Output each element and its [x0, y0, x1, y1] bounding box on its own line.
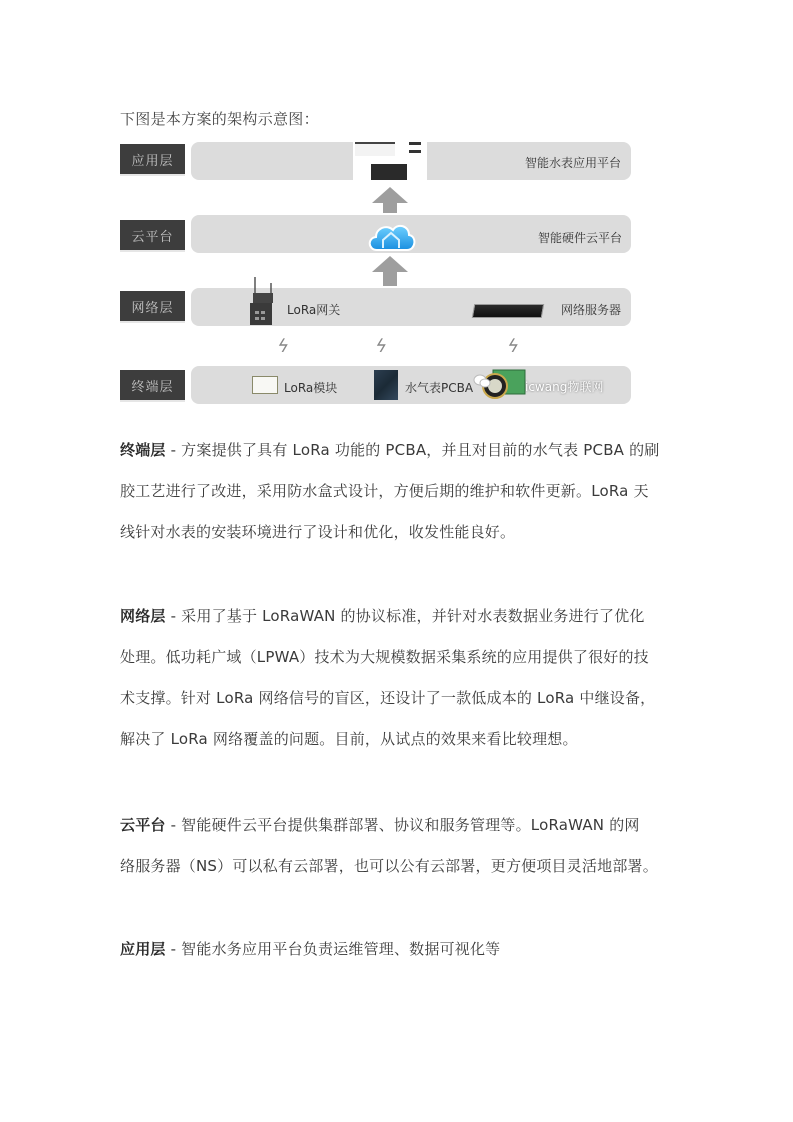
- app-platform-label: 智能水表应用平台: [525, 156, 622, 170]
- section-title: 终端层: [120, 441, 166, 459]
- intro-text: 下图是本方案的架构示意图：: [120, 110, 319, 128]
- section-title: 云平台: [120, 816, 166, 834]
- cloud-icon: [365, 218, 417, 254]
- pcba-icon: [374, 370, 398, 400]
- layer-label-application: 应用层: [120, 144, 185, 176]
- section-title: 应用层: [120, 940, 166, 958]
- text-line: 解决了 LoRa 网络覆盖的问题。目前，从试点的效果来看比较理想。: [120, 730, 578, 748]
- separator: -: [165, 940, 182, 958]
- lightning-icon: ϟ: [274, 336, 292, 357]
- text-line: 络服务器（NS）可以私有云部署，也可以公有云部署，更方便项目灵活地部署。: [120, 857, 658, 875]
- separator: -: [165, 441, 182, 459]
- text-line: 线针对水表的安装环境进行了设计和优化，收发性能良好。: [120, 523, 516, 541]
- lightning-icon: ϟ: [372, 336, 390, 357]
- architecture-diagram: [117, 140, 637, 408]
- wechat-icon: [473, 374, 491, 388]
- text-line: 术支撑。针对 LoRa 网络信号的盲区，还设计了一款低成本的 LoRa 中继设备，: [120, 689, 656, 707]
- section-cloud: [120, 805, 680, 887]
- section-network: [120, 596, 680, 760]
- network-server-label: 网络服务器: [561, 303, 622, 317]
- separator: -: [165, 816, 182, 834]
- pcba-label: 水气表PCBA: [405, 381, 474, 395]
- text-line: 智能硬件云平台提供集群部署、协议和服务管理等。LoRaWAN 的网: [181, 816, 640, 834]
- text-line: 处理。低功耗广域（LPWA）技术为大规模数据采集系统的应用提供了很好的技: [120, 648, 649, 666]
- lora-module-icon: [252, 376, 278, 394]
- lora-module-label: LoRa模块: [284, 381, 338, 395]
- server-icon: [472, 304, 544, 318]
- text-line: 采用了基于 LoRaWAN 的协议标准，并针对水表数据业务进行了优化: [181, 607, 645, 625]
- layer-label-terminal: 终端层: [120, 370, 185, 402]
- app-screen-icon: [353, 140, 427, 182]
- lightning-icon: ϟ: [504, 336, 522, 357]
- cloud-platform-label: 智能硬件云平台: [538, 231, 623, 245]
- text-line: 智能水务应用平台负责运维管理、数据可视化等: [181, 940, 501, 958]
- lora-gateway-label: LoRa网关: [287, 303, 341, 317]
- section-terminal: [120, 430, 680, 553]
- section-application: [120, 929, 680, 970]
- gateway-icon: [247, 275, 277, 327]
- layer-label-cloud: 云平台: [120, 220, 185, 252]
- text-line: 胶工艺进行了改进，采用防水盒式设计，方便后期的维护和软件更新。LoRa 天: [120, 482, 649, 500]
- separator: -: [165, 607, 182, 625]
- section-title: 网络层: [120, 607, 166, 625]
- text-line: 方案提供了具有 LoRa 功能的 PCBA，并且对目前的水气表 PCBA 的刷: [181, 441, 660, 459]
- layer-label-network: 网络层: [120, 291, 185, 323]
- watermark-text: icwang物联网: [525, 380, 604, 394]
